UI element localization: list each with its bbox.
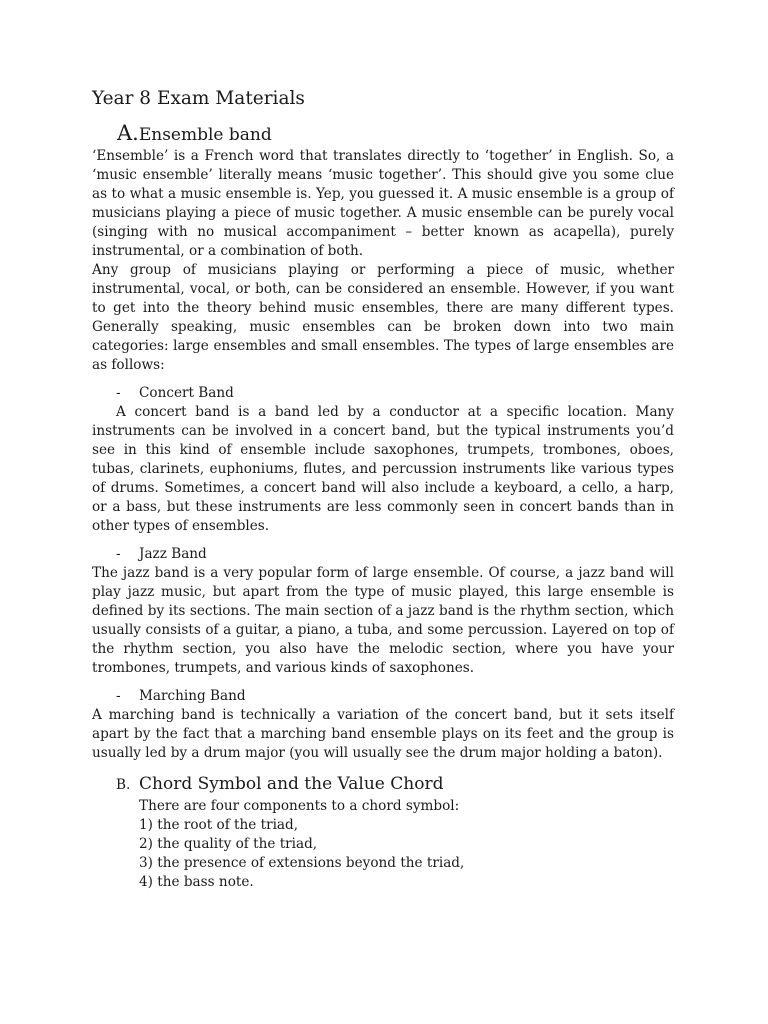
section-a-heading bbox=[117, 121, 674, 147]
list-item-jazz-band bbox=[92, 545, 674, 564]
list-item: 2) the quality of the triad, bbox=[139, 836, 318, 852]
concert-band-paragraph: A concert band is a band led by a conductor at a specific location. Many instruments can be involved in a concert band, but the typical instruments you’d see in this kind of ensemble include saxophones, trumpets, trombones, oboes, tubas, clarinets, euphoniums, flutes, and percussion instruments like various types of drums. Sometimes, a concert band will also include a keyboard, a cello, a harp, or a bass, but these instruments are less commonly seen in concert bands than in other types of ensembles. bbox=[92, 404, 674, 534]
bullet-dash: - bbox=[116, 688, 121, 704]
jazz-band-label: Jazz Band bbox=[139, 546, 207, 562]
list-item-marching-band bbox=[92, 687, 674, 706]
list-item: 4) the bass note. bbox=[139, 874, 254, 890]
section-b-letter: B. bbox=[116, 777, 131, 793]
section-b-heading bbox=[92, 772, 674, 797]
marching-band-paragraph: A marching band is technically a variation of the concert band, but it sets itself apart by the fact that a marching band ensemble plays on its feet and the group is usually led by a drum major (you will usually see the drum major holding a baton). bbox=[92, 707, 674, 761]
intro-paragraph: ‘Ensemble’ is a French word that translates directly to ‘together’ in English. So, a ‘music ensemble’ literally means ‘music together’. This should give you some clue as to what a music ensemble is. Yep, you guessed it. A music ensemble is a group of musicians playing a piece of music together. A music ensemble can be purely vocal (singing with no musical accompaniment – better known as acapella), purely instrumental, or a combination of both. bbox=[92, 148, 674, 259]
bullet-dash: - bbox=[116, 385, 121, 401]
list-item: 3) the presence of extensions beyond the triad, bbox=[139, 855, 465, 871]
jazz-band-paragraph: The jazz band is a very popular form of large ensemble. Of course, a jazz band will play jazz music, but apart from the type of music played, this large ensemble is defined by its sections. The main section of a jazz band is the rhythm section, which usually consists of a guitar, a piano, a tuba, and some percussion. Layered on top of the rhythm section, you also have the melodic section, where you have your trombones, trumpets, and various kinds of saxophones. bbox=[92, 565, 674, 676]
section-a-letter: A. bbox=[117, 121, 139, 145]
document-page bbox=[92, 86, 674, 892]
section-b-title: Chord Symbol and the Value Chord bbox=[139, 774, 444, 794]
section-a-title: Ensemble band bbox=[138, 125, 272, 145]
document-title: Year 8 Exam Materials bbox=[92, 88, 305, 109]
marching-band-label: Marching Band bbox=[139, 688, 246, 704]
chord-symbol-intro: There are four components to a chord symbol: bbox=[139, 798, 460, 814]
chord-symbol-list bbox=[92, 797, 674, 892]
concert-band-label: Concert Band bbox=[139, 385, 234, 401]
list-item: 1) the root of the triad, bbox=[139, 817, 299, 833]
ensemble-types-paragraph: Any group of musicians playing or performing a piece of music, whether instrumental, vocal, or both, can be considered an ensemble. However, if you want to get into the theory behind music ensembles, there are many different types. Generally speaking, music ensembles can be broken down into two main categories: large ensembles and small ensembles. The types of large ensembles are as follows: bbox=[92, 262, 674, 373]
list-item-concert-band bbox=[92, 384, 674, 403]
bullet-dash: - bbox=[116, 546, 121, 562]
